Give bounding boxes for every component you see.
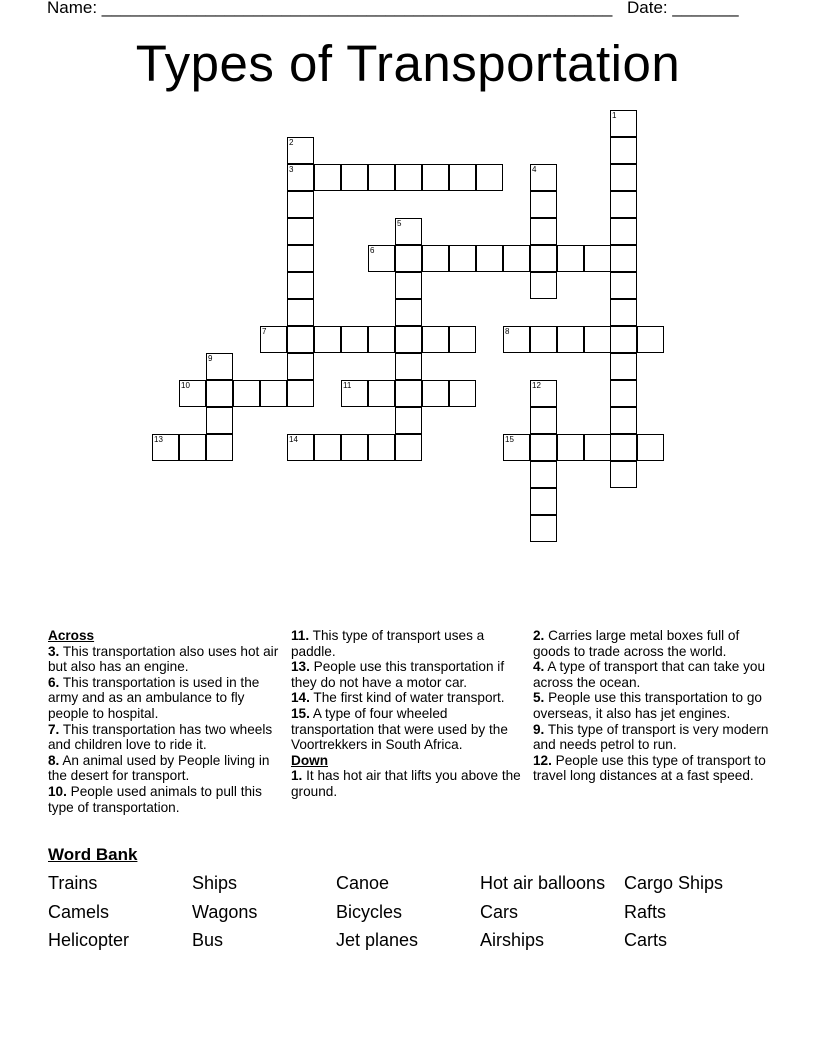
crossword-cell[interactable] xyxy=(449,245,476,272)
clue-item xyxy=(291,690,527,706)
crossword-cell[interactable] xyxy=(610,137,637,164)
clue-text: This transportation is used in the army and as an ambulance to fly people to hospital. xyxy=(48,674,260,721)
clue-number: 2 xyxy=(289,138,294,147)
crossword-cell[interactable] xyxy=(449,164,476,191)
clue-number: 11 xyxy=(343,381,352,390)
crossword-cell[interactable] xyxy=(341,164,368,191)
clue-text: An animal used by People living in the desert for transport. xyxy=(48,752,270,784)
clue-text: A type of four wheeled transportation that were used by the Voortrekkers in South Africa. xyxy=(291,705,508,753)
crossword-cell[interactable] xyxy=(610,434,637,461)
clue-number: 9. xyxy=(533,721,545,737)
clue-number: 10. xyxy=(48,783,67,799)
crossword-cell[interactable] xyxy=(287,272,314,299)
crossword-cell[interactable] xyxy=(395,407,422,434)
clue-number: 8 xyxy=(505,327,510,336)
crossword-cell[interactable] xyxy=(449,380,476,407)
word-bank-word: Helicopter xyxy=(48,930,130,950)
crossword-cell[interactable] xyxy=(530,272,557,299)
word-bank-word: Hot air balloons xyxy=(480,873,606,893)
crossword-cell[interactable] xyxy=(530,191,557,218)
word-bank-word: Carts xyxy=(624,930,668,950)
clue-number: 15. xyxy=(291,705,310,721)
crossword-cell[interactable] xyxy=(287,218,314,245)
crossword-cell[interactable] xyxy=(530,434,557,461)
crossword-cell[interactable] xyxy=(395,164,422,191)
crossword-cell[interactable] xyxy=(287,326,314,353)
word-bank-title: Word Bank xyxy=(48,845,138,864)
crossword-cell[interactable] xyxy=(395,380,422,407)
crossword-cell[interactable] xyxy=(422,164,449,191)
crossword-cell[interactable] xyxy=(368,164,395,191)
crossword-cell[interactable] xyxy=(287,380,314,407)
crossword-cell[interactable] xyxy=(368,380,395,407)
word-bank-word: Canoe xyxy=(336,873,390,893)
word-bank-word: Trains xyxy=(48,873,98,893)
crossword-cell[interactable] xyxy=(422,245,449,272)
crossword-cell[interactable] xyxy=(395,326,422,353)
crossword-cell[interactable] xyxy=(530,461,557,488)
down-heading: Down xyxy=(291,752,328,768)
clue-number: 1 xyxy=(612,111,617,120)
crossword-cell[interactable] xyxy=(368,245,395,272)
crossword-cell[interactable] xyxy=(530,515,557,542)
clue-item xyxy=(533,722,773,753)
crossword-cell[interactable] xyxy=(395,245,422,272)
crossword-cell[interactable] xyxy=(395,299,422,326)
clue-item xyxy=(533,753,773,784)
crossword-cell[interactable] xyxy=(530,488,557,515)
clue-number: 7 xyxy=(262,327,267,336)
crossword-cell[interactable] xyxy=(314,326,341,353)
crossword-cell[interactable] xyxy=(503,326,530,353)
clue-item xyxy=(533,659,773,690)
word-bank-word: Cargo Ships xyxy=(624,873,724,893)
clue-number: 10 xyxy=(181,381,190,390)
crossword-cell[interactable] xyxy=(637,434,664,461)
crossword-cell[interactable] xyxy=(287,353,314,380)
word-bank-word: Wagons xyxy=(192,902,258,922)
clue-number: 2. xyxy=(533,628,545,643)
crossword-cell[interactable] xyxy=(341,434,368,461)
crossword-cell[interactable] xyxy=(584,434,611,461)
crossword-cell[interactable] xyxy=(206,407,233,434)
clue-number: 3. xyxy=(48,643,60,659)
down-clue-list xyxy=(533,628,773,784)
clue-number: 4 xyxy=(532,165,537,174)
crossword-cell[interactable] xyxy=(503,434,530,461)
clue-number: 9 xyxy=(208,354,213,363)
crossword-cell[interactable] xyxy=(530,380,557,407)
crossword-cell[interactable] xyxy=(287,191,314,218)
crossword-cell[interactable] xyxy=(610,191,637,218)
crossword-cell[interactable] xyxy=(637,326,664,353)
clue-text: Carries large metal boxes full of goods to trade across the world. xyxy=(533,628,740,659)
clue-item xyxy=(48,753,284,784)
across-clue-list xyxy=(291,628,527,753)
crossword-cell[interactable] xyxy=(610,407,637,434)
crossword-cell[interactable] xyxy=(557,245,584,272)
crossword-cell[interactable] xyxy=(610,164,637,191)
crossword-cell[interactable] xyxy=(233,380,260,407)
crossword-cell[interactable] xyxy=(368,326,395,353)
clue-number: 14 xyxy=(289,435,298,444)
crossword-cell[interactable] xyxy=(503,245,530,272)
crossword-cell[interactable] xyxy=(610,110,637,137)
crossword-cell[interactable] xyxy=(422,326,449,353)
crossword-cell[interactable] xyxy=(449,326,476,353)
clue-number: 13. xyxy=(291,659,310,675)
clue-number: 5 xyxy=(397,219,402,228)
clues-column-2 xyxy=(291,628,527,800)
clue-item xyxy=(48,675,284,722)
word-bank-word: Airships xyxy=(480,930,545,950)
clue-item xyxy=(291,628,527,659)
word-bank-word: Camels xyxy=(48,902,110,922)
crossword-cell[interactable] xyxy=(530,326,557,353)
crossword-cell[interactable] xyxy=(610,461,637,488)
across-clue-list xyxy=(48,644,284,816)
crossword-cell[interactable] xyxy=(395,434,422,461)
crossword-cell[interactable] xyxy=(476,164,503,191)
down-clue-list xyxy=(291,768,527,799)
word-bank-word: Ships xyxy=(192,873,238,893)
clue-text: The first kind of water transport. xyxy=(309,690,505,706)
clue-number: 15 xyxy=(505,435,514,444)
crossword-cell[interactable] xyxy=(206,380,233,407)
crossword-cell[interactable] xyxy=(610,353,637,380)
across-heading: Across xyxy=(48,628,95,643)
clue-number: 12. xyxy=(533,752,552,768)
clue-number: 12 xyxy=(532,381,541,390)
crossword-cell[interactable] xyxy=(476,245,503,272)
clue-text: People use this type of transport to travel long distances at a fast speed. xyxy=(533,752,766,784)
clue-item xyxy=(48,784,284,815)
crossword-cell[interactable] xyxy=(179,434,206,461)
clue-number: 5. xyxy=(533,690,545,706)
clue-number: 7. xyxy=(48,721,60,737)
crossword-cell[interactable] xyxy=(287,299,314,326)
clue-item xyxy=(48,644,284,675)
clue-number: 13 xyxy=(154,435,163,444)
clue-item xyxy=(533,690,773,721)
clue-text: It has hot air that lifts you above the ground. xyxy=(291,768,521,799)
clue-number: 3 xyxy=(289,165,294,174)
clue-text: People use this transportation to go overseas, it also has jet engines. xyxy=(533,690,762,721)
clue-number: 6. xyxy=(48,674,60,690)
crossword-cell[interactable] xyxy=(584,245,611,272)
crossword-cell[interactable] xyxy=(610,326,637,353)
clue-item xyxy=(291,659,527,690)
clue-number: 8. xyxy=(48,752,60,768)
name-field-label: Name: ______________________________________________________ xyxy=(47,0,613,17)
crossword-cell[interactable] xyxy=(395,353,422,380)
clues-column-3 xyxy=(533,628,773,784)
crossword-cell[interactable] xyxy=(287,164,314,191)
clues-column-1 xyxy=(48,628,284,815)
word-bank-word: Bus xyxy=(192,930,224,950)
crossword-cell[interactable] xyxy=(610,299,637,326)
crossword-cell[interactable] xyxy=(287,434,314,461)
word-bank-word: Cars xyxy=(480,902,519,922)
word-bank-word: Jet planes xyxy=(336,930,419,950)
crossword-cell[interactable] xyxy=(179,380,206,407)
crossword-cell[interactable] xyxy=(610,380,637,407)
clue-number: 4. xyxy=(533,659,545,675)
clue-item xyxy=(291,706,527,753)
crossword-cell[interactable] xyxy=(287,137,314,164)
clue-number: 11. xyxy=(291,628,310,643)
clue-number: 6 xyxy=(370,246,375,255)
crossword-cell[interactable] xyxy=(557,326,584,353)
crossword-cell[interactable] xyxy=(287,245,314,272)
clue-number: 1. xyxy=(291,768,303,784)
crossword-cell[interactable] xyxy=(395,272,422,299)
clue-item xyxy=(48,722,284,753)
clue-text: This transportation has two wheels and children love to ride it. xyxy=(48,721,273,753)
crossword-cell[interactable] xyxy=(530,218,557,245)
crossword-cell[interactable] xyxy=(314,164,341,191)
date-field-label: Date: _______ xyxy=(627,0,739,17)
crossword-cell[interactable] xyxy=(530,407,557,434)
crossword-cell[interactable] xyxy=(341,326,368,353)
crossword-cell[interactable] xyxy=(610,218,637,245)
crossword-cell[interactable] xyxy=(206,434,233,461)
crossword-cell[interactable] xyxy=(260,380,287,407)
word-bank-word: Rafts xyxy=(624,902,667,922)
clue-text: This type of transport is very modern and needs petrol to run. xyxy=(533,721,769,753)
crossword-cell[interactable] xyxy=(152,434,179,461)
crossword-cell[interactable] xyxy=(422,380,449,407)
crossword-cell[interactable] xyxy=(530,245,557,272)
crossword-cell[interactable] xyxy=(395,218,422,245)
crossword-cell[interactable] xyxy=(341,380,368,407)
crossword-cell[interactable] xyxy=(314,434,341,461)
crossword-cell[interactable] xyxy=(584,326,611,353)
word-bank-word: Bicycles xyxy=(336,902,403,922)
clue-item xyxy=(533,628,773,659)
clue-number: 14. xyxy=(291,690,310,706)
crossword-cell[interactable] xyxy=(610,245,637,272)
clue-text: A type of transport that can take you across the ocean. xyxy=(533,659,766,690)
crossword-cell[interactable] xyxy=(610,272,637,299)
clue-item xyxy=(291,768,527,799)
crossword-cell[interactable] xyxy=(368,434,395,461)
crossword-cell[interactable] xyxy=(260,326,287,353)
clue-text: People used animals to pull this type of transportation. xyxy=(48,783,262,815)
clue-text: This transportation also uses hot air but also has an engine. xyxy=(48,643,279,675)
clue-text: This type of transport uses a paddle. xyxy=(291,628,485,659)
crossword-cell[interactable] xyxy=(557,434,584,461)
crossword-cell[interactable] xyxy=(206,353,233,380)
crossword-cell[interactable] xyxy=(530,164,557,191)
page-title: Types of Transportation xyxy=(135,35,681,92)
clue-text: People use this transportation if they do not have a motor car. xyxy=(291,659,505,690)
